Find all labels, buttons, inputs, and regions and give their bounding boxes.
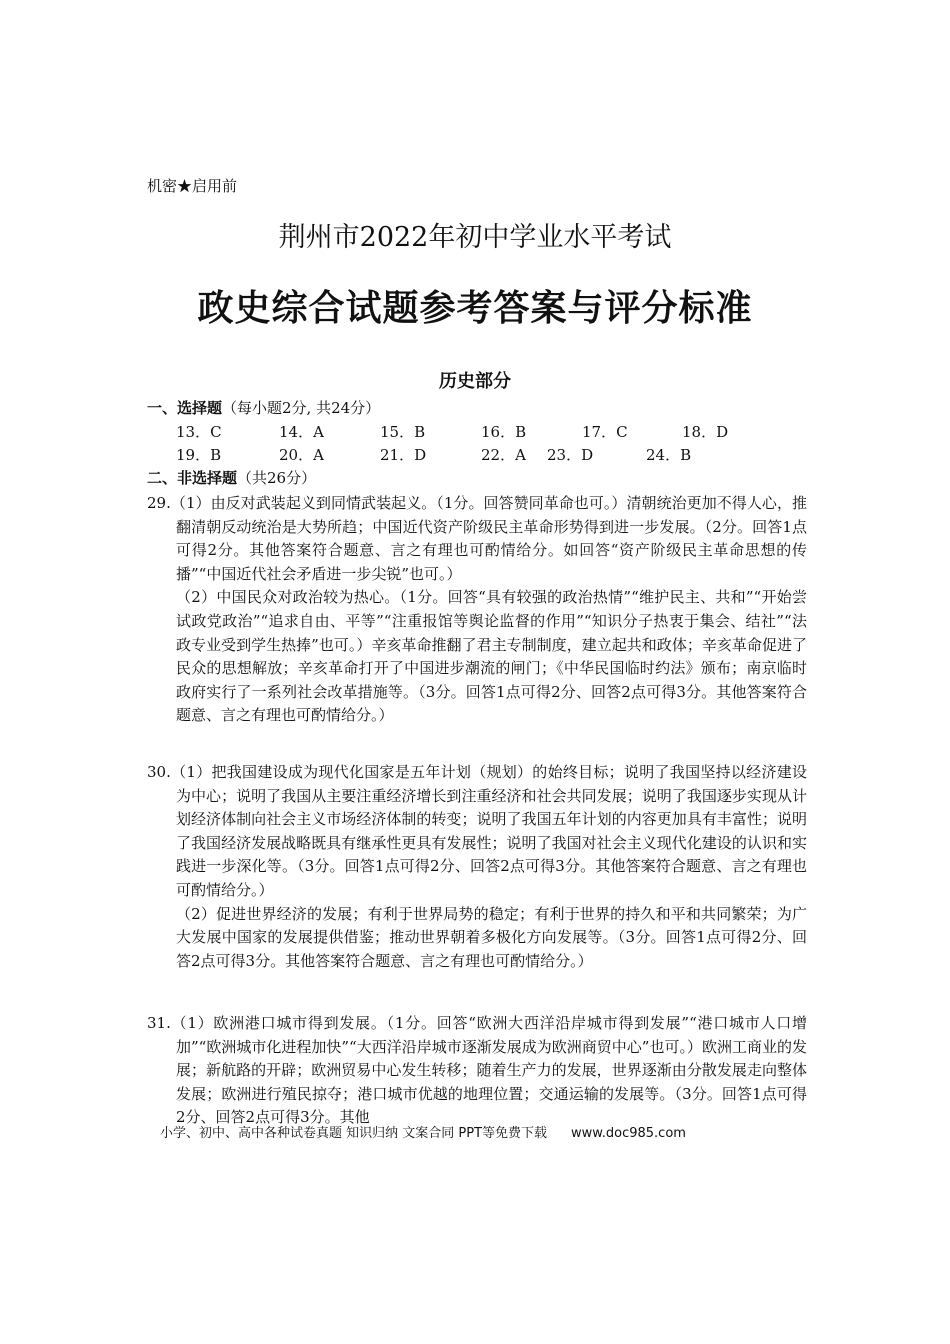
section-heading-note: （每小题2分, 共24分）: [222, 399, 381, 417]
question-31-part-1: 31.（1）欧洲港口城市得到发展。（1分。回答“欧洲大西洋沿岸城市得到发展”“港口城市人口增加”“欧洲城市化进程加快”“大西洋沿岸城市逐渐发展成为欧洲商贸中心”也可。）欧洲工商业的发展；新航路的开辟；欧洲贸易中心发生转移；随着生产力的发展，世界逐渐由分散发展走向整体发展；欧洲进行殖民掠夺；港口城市优越的地理位置；交通运输的发展等。（3分。回答1点可得2分、回答2点可得3分。其他: [147, 1014, 807, 1127]
question-29-part-1: 29.（1）由反对武装起义到同情武装起义。（1分。回答赞同革命也可。）清朝统治更加不得人心，推翻清朝反动统治是大势所趋；中国近代资产阶级民主革命形势得到进一步发展。（2分。回答1点可得2分。其他答案符合题意、言之有理也可酌情给分。如回答“资产阶级民主革命思想的传播”“中国近代社会矛盾进一步尖锐”也可。）: [147, 494, 807, 583]
answer-item: 16．B: [481, 423, 527, 441]
question-30-part-2: （2）促进世界经济的发展；有利于世界局势的稳定；有利于世界的持久和平和共同繁荣；为广大发展中国家的发展提供借鉴；推动世界朝着多极化方向发展等。（3分。回答1点可得2分、回答2点可得3分。其他答案符合题意、言之有理也可酌情给分。）: [176, 904, 807, 970]
footer: [160, 1124, 686, 1144]
section-heading-label: 二、非选择题: [147, 469, 238, 487]
document-title: 政史综合试题参考答案与评分标准: [197, 288, 753, 329]
answer-item: 15．B: [380, 423, 426, 441]
section-heading-note: （共26分）: [237, 469, 317, 487]
section-heading-label: 一、选择题: [147, 399, 223, 417]
section-heading-non-choice: [147, 468, 316, 488]
answer-item: 24．B: [646, 446, 692, 464]
footer-text: 小学、初中、高中各种试卷真题 知识归纳 文案合同 PPT等免费下载: [160, 1126, 548, 1141]
question-30: [147, 761, 807, 973]
answer-item: 23．D: [547, 446, 594, 464]
exam-title: 荆州市2022年初中学业水平考试: [278, 222, 672, 253]
answer-item: 21．D: [380, 446, 427, 464]
answer-item: 18．D: [682, 423, 729, 441]
question-29-part-2: （2）中国民众对政治较为热心。（1分。回答“具有较强的政治热情”“维护民主、共和”“开始尝试政党政治”“追求自由、平等”“注重报馆等舆论监督的作用”“知识分子热衷于集会、结社”“法政专业受到学生热捧”也可。）辛亥革命推翻了君主专制制度，建立起共和政体；辛亥革命促进了民众的思想解放；辛亥革命打开了中国进步潮流的闸门；《中华民国临时约法》颁布；南京临时政府实行了一系列社会改革措施等。（3分。回答1点可得2分、回答2点可得3分。其他答案符合题意、言之有理也可酌情给分。）: [176, 588, 807, 725]
section-heading-choice: [147, 398, 380, 418]
answer-item: 13．C: [176, 423, 222, 441]
answer-item: 20．A: [279, 446, 324, 464]
question-31: [147, 1012, 807, 1130]
part-title-history: 历史部分: [439, 371, 511, 392]
question-30-part-1: 30.（1）把我国建设成为现代化国家是五年计划（规划）的始终目标；说明了我国坚持以经济建设为中心；说明了我国从主要注重经济增长到注重经济和社会共同发展；说明了我国逐步实现从计划经济体制向社会主义市场经济体制的转变；说明了我国五年计划的内容更加具有丰富性；说明了我国经济发展战略既具有继承性更具有发展性；说明了我国对社会主义现代化建设的认识和实践进一步深化等。（3分。回答1点可得2分、回答2点可得3分。其他答案符合题意、言之有理也可酌情给分。）: [147, 763, 807, 899]
answer-item: 17．C: [582, 423, 628, 441]
answer-item: 14．A: [279, 423, 324, 441]
answer-item: 22．A: [481, 446, 526, 464]
confidential-mark: 机密★启用前: [147, 177, 238, 195]
question-29: [147, 492, 807, 728]
answer-item: 19．B: [176, 446, 222, 464]
footer-url[interactable]: www.doc985.com: [571, 1126, 686, 1141]
